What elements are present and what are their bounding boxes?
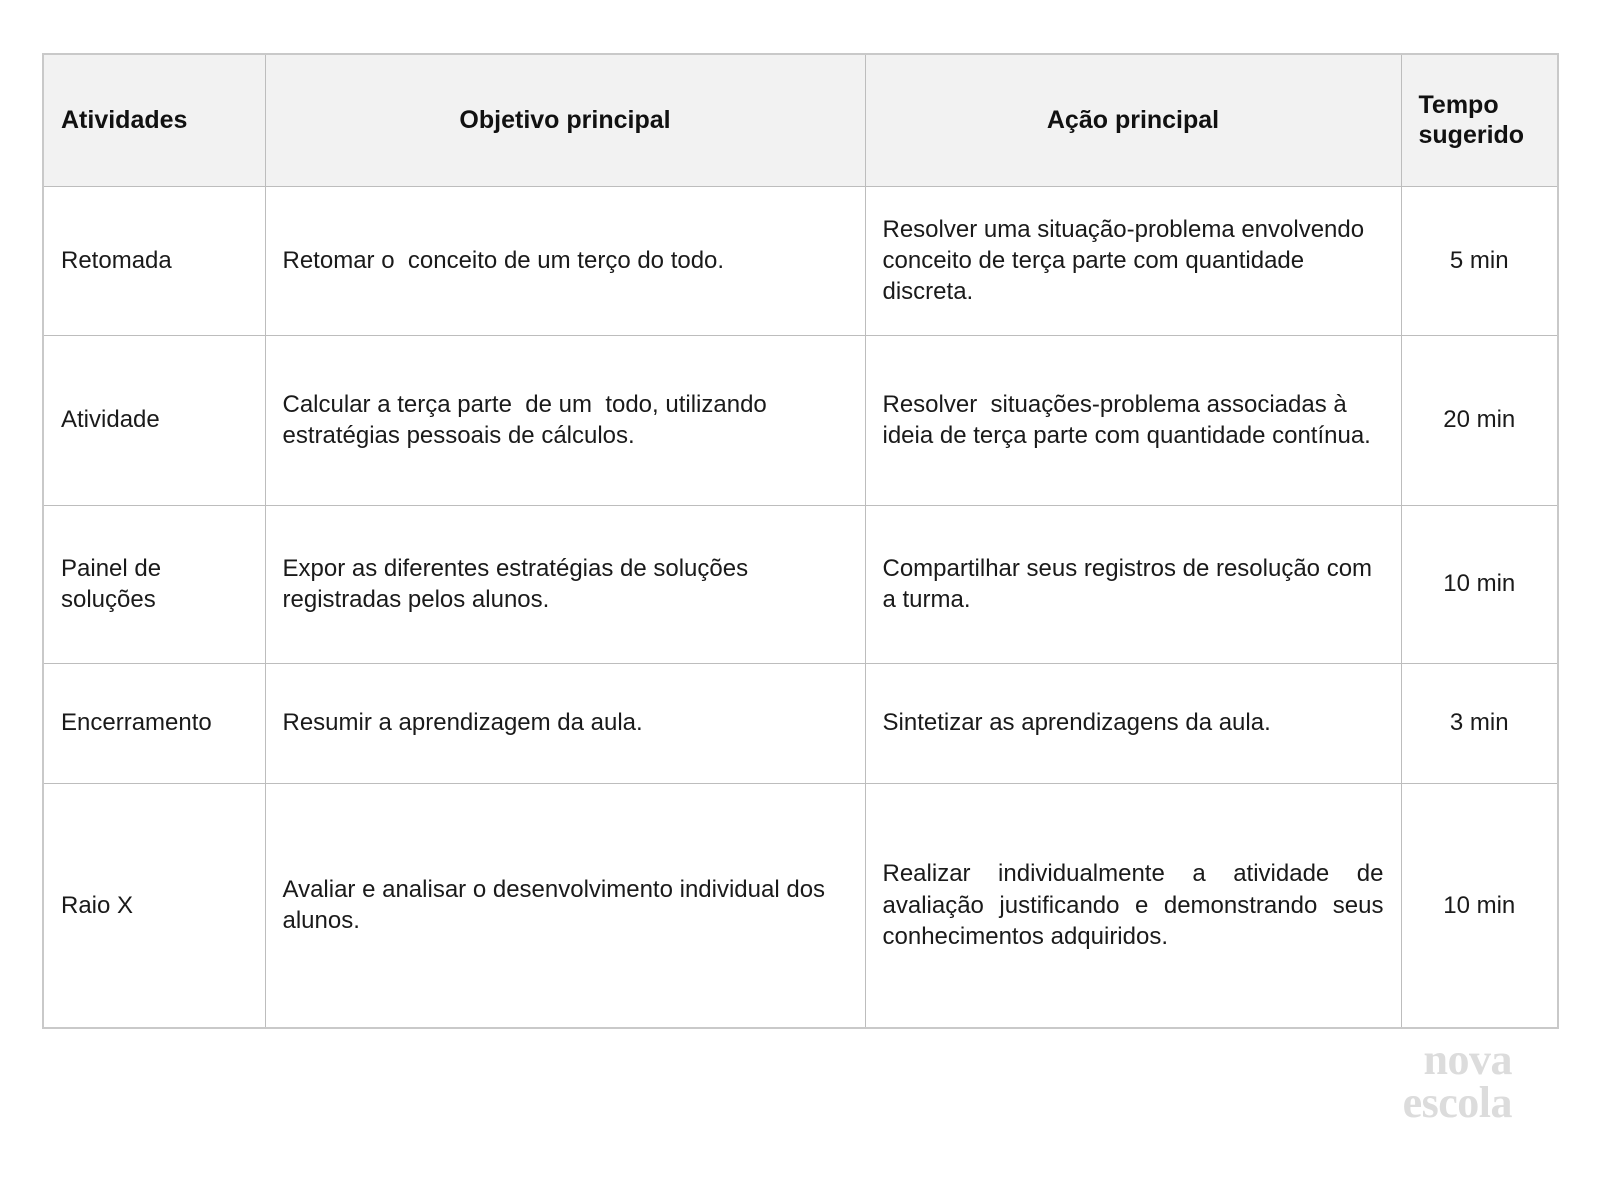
cell-time: 10 min [1401, 505, 1558, 663]
cell-time: 10 min [1401, 783, 1558, 1028]
cell-goal: Resumir a aprendizagem da aula. [265, 663, 865, 783]
cell-activity: Painel de soluções [43, 505, 265, 663]
logo-line-nova: nova [1423, 1035, 1512, 1084]
cell-time: 5 min [1401, 186, 1558, 335]
table-row [43, 505, 1558, 663]
column-header-acao-principal: Ação principal [865, 54, 1401, 186]
column-header-objetivo-principal: Objetivo principal [265, 54, 865, 186]
activities-table [42, 53, 1559, 1029]
table-row [43, 783, 1558, 1028]
column-header-tempo-sugerido: Tempo sugerido [1401, 54, 1558, 186]
cell-action: Sintetizar as aprendizagens da aula. [865, 663, 1401, 783]
logo-line-escola: escola [1402, 1078, 1512, 1128]
column-header-atividades: Atividades [43, 54, 265, 186]
cell-time: 20 min [1401, 335, 1558, 505]
cell-goal: Calcular a terça parte de um todo, utilizando estratégias pessoais de cálculos. [265, 335, 865, 505]
cell-action: Realizar individualmente a atividade de avaliação justificando e demonstrando seus conhecimentos adquiridos. [865, 783, 1401, 1028]
table-body [43, 186, 1558, 1028]
cell-time: 3 min [1401, 663, 1558, 783]
cell-activity: Retomada [43, 186, 265, 335]
activities-table-container [42, 53, 1557, 1029]
nova-escola-logo [1352, 1035, 1512, 1128]
cell-activity: Encerramento [43, 663, 265, 783]
cell-action: Resolver situações-problema associadas à ideia de terça parte com quantidade contínua. [865, 335, 1401, 505]
cell-goal: Avaliar e analisar o desenvolvimento individual dos alunos. [265, 783, 865, 1028]
table-header-row [43, 54, 1558, 186]
cell-action: Compartilhar seus registros de resolução com a turma. [865, 505, 1401, 663]
cell-activity: Raio X [43, 783, 265, 1028]
cell-activity: Atividade [43, 335, 265, 505]
cell-goal: Retomar o conceito de um terço do todo. [265, 186, 865, 335]
table-header [43, 54, 1558, 186]
cell-action: Resolver uma situação-problema envolvendo conceito de terça parte com quantidade discreta. [865, 186, 1401, 335]
cell-goal: Expor as diferentes estratégias de soluções registradas pelos alunos. [265, 505, 865, 663]
table-row [43, 663, 1558, 783]
table-row [43, 186, 1558, 335]
table-row [43, 335, 1558, 505]
